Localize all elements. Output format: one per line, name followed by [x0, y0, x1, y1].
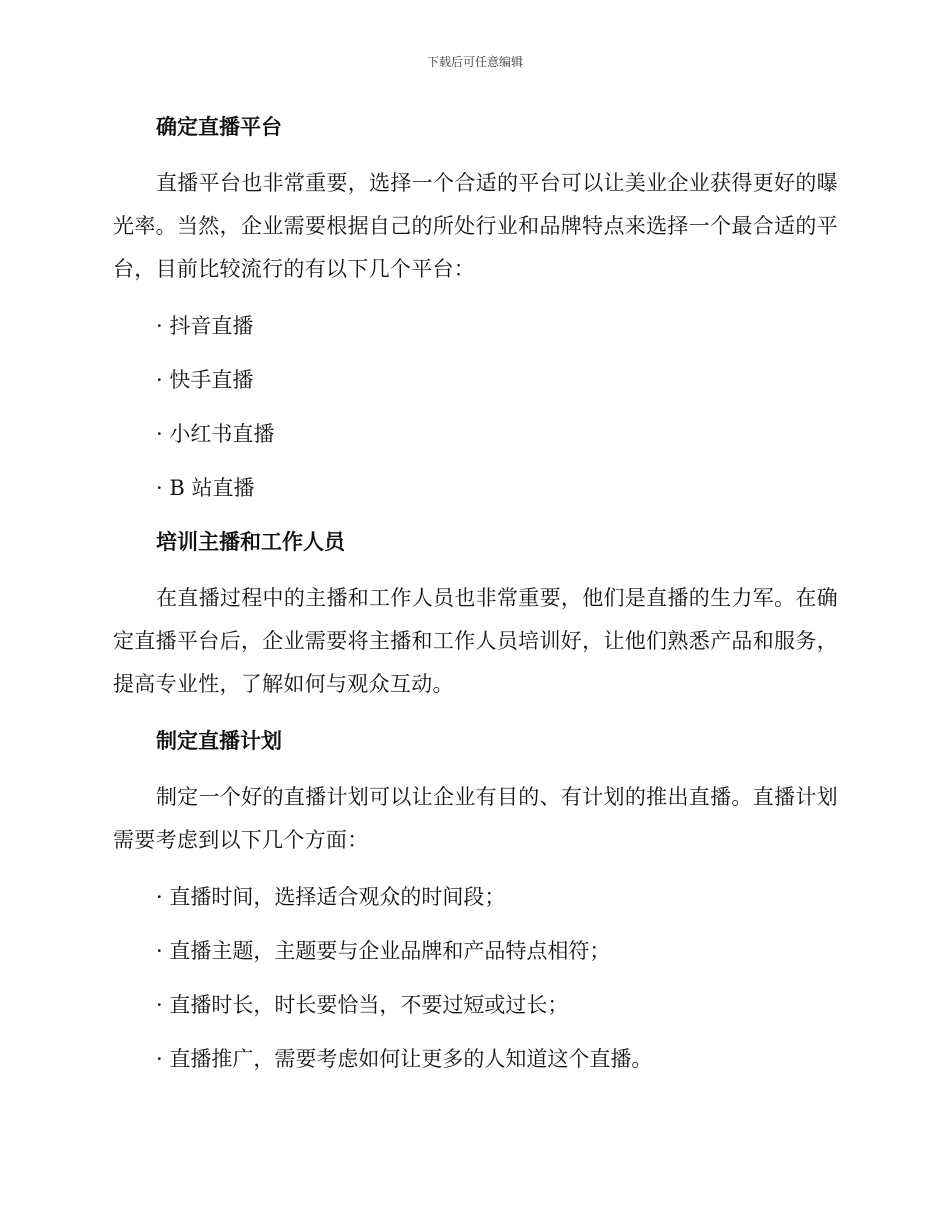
bullet-item: · B 站直播 — [156, 476, 255, 500]
section-paragraph-platform: 直播平台也非常重要，选择一个合适的平台可以让美业企业获得更好的曝光率。当然，企业需要根据自己的所处行业和品牌特点来选择一个最合适的平台，目前比较流行的有以下几个平台： — [113, 171, 838, 281]
bullet-item: · 抖音直播 — [156, 314, 254, 338]
section-paragraph-plan: 制定一个好的直播计划可以让企业有目的、有计划的推出直播。直播计划需要考虑到以下几个方面： — [113, 785, 838, 852]
bullet-item: · 直播推广，需要考虑如何让更多的人知道这个直播。 — [156, 1047, 653, 1071]
bullet-item: · 小红书直播 — [156, 422, 275, 446]
bullet-item: · 直播时长，时长要恰当，不要过短或过长； — [156, 993, 569, 1017]
bullet-item: · 直播主题，主题要与企业品牌和产品特点相符； — [156, 939, 611, 963]
section-heading-training: 培训主播和工作人员 — [156, 530, 345, 554]
section-paragraph-training: 在直播过程中的主播和工作人员也非常重要，他们是直播的生力军。在确定直播平台后，企业需要将主播和工作人员培训好，让他们熟悉产品和服务，提高专业性，了解如何与观众互动。 — [113, 586, 838, 696]
section-heading-platform: 确定直播平台 — [156, 115, 282, 139]
page-header-note: 下载后可任意编辑 — [426, 55, 523, 69]
section-heading-plan: 制定直播计划 — [156, 729, 282, 753]
bullet-item: · 快手直播 — [156, 368, 254, 392]
document-body — [113, 108, 838, 1078]
bullet-item: · 直播时间，选择适合观众的时间段； — [156, 885, 506, 909]
